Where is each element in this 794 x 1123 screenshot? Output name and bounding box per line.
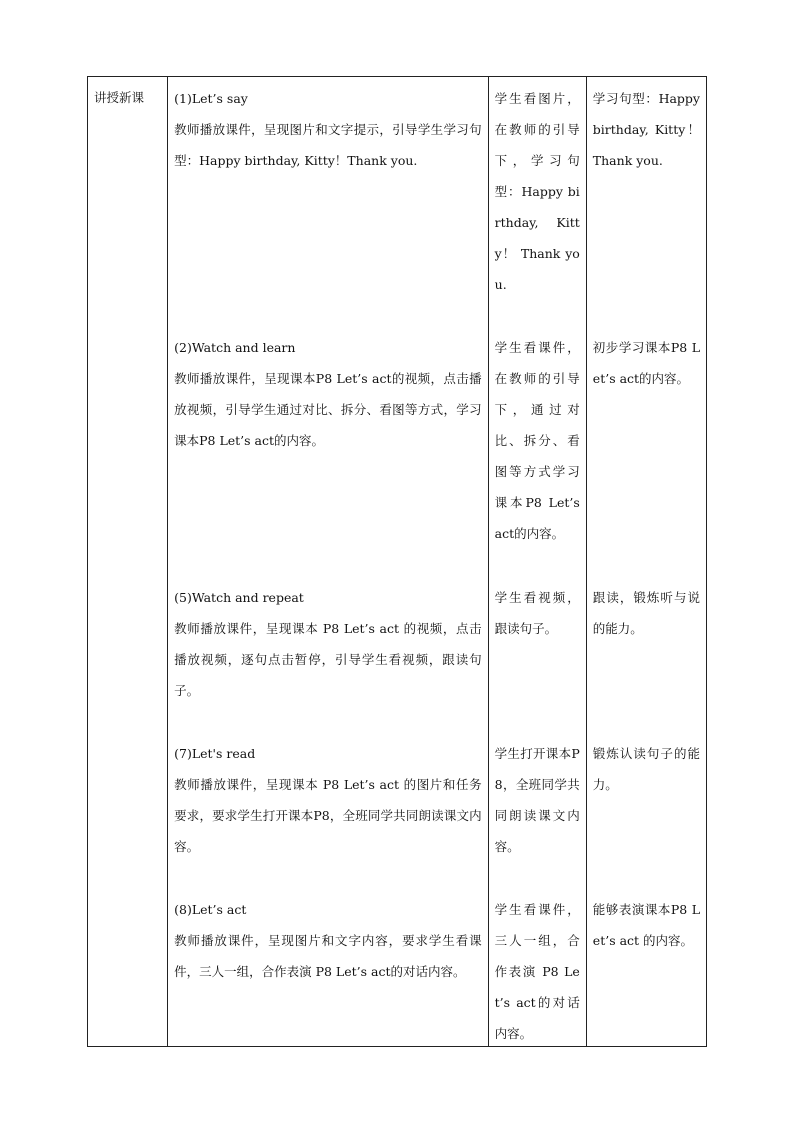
design-purpose-text: 锻炼认读句子的能力。 (592, 746, 700, 792)
section-label: 讲授新课 (94, 90, 145, 105)
student-activity-text: 学生看课件，在教师的引导下，通过对比、拆分、看图等方式学习课本P8 Let’s act的内容。 (494, 340, 580, 541)
purpose-block (593, 894, 700, 1046)
activity-block (174, 582, 482, 738)
student-activity-text: 学生看课件，三人一组，合作表演 P8 Let’s act的对话内容。 (494, 902, 580, 1041)
teacher-activity-text: 教师播放课件，呈现课本 P8 Let’s act 的视频，点击播放视频，逐句点击暂停，引导学生看视频，跟读句子。 (174, 621, 482, 698)
purpose-block (593, 332, 700, 582)
student-activity-text: 学生看图片，在教师的引导下，学习句型：Happy birthday, Kitty！ Thank you. (494, 91, 580, 292)
student-block (495, 894, 580, 1046)
design-purpose-text: 初步学习课本P8 Let’s act的内容。 (592, 340, 700, 386)
student-block (495, 83, 580, 332)
lesson-plan-table (87, 76, 707, 1047)
activity-block (174, 332, 482, 582)
teacher-activity-text: 教师播放课件，呈现图片和文字提示，引导学生学习句型：Happy birthday, Kitty！Thank you. (174, 122, 482, 168)
section-label-cell (88, 77, 168, 1047)
purpose-block (593, 582, 700, 738)
purpose-block (593, 738, 700, 894)
activity-title: (1)Let’s say (174, 91, 248, 106)
activity-title: (2)Watch and learn (174, 340, 296, 355)
teacher-activity-cell (168, 77, 489, 1047)
teacher-activity-text: 教师播放课件，呈现图片和文字内容，要求学生看课件，三人一组，合作表演 P8 Let’s act的对话内容。 (174, 933, 482, 979)
activity-block (174, 738, 482, 894)
activity-title: (5)Watch and repeat (174, 590, 304, 605)
purpose-block (593, 83, 700, 332)
design-purpose-text: 跟读，锻炼听与说的能力。 (592, 590, 700, 636)
design-purpose-text: 学习句型：Happy birthday, Kitty！Thank you. (592, 91, 700, 168)
activity-title: (7)Let's read (174, 746, 256, 761)
student-activity-text: 学生打开课本P8，全班同学共同朗读课文内容。 (494, 746, 580, 854)
student-activity-text: 学生看视频，跟读句子。 (494, 590, 580, 636)
student-activity-cell (488, 77, 586, 1047)
activity-block (174, 83, 482, 332)
student-block (495, 738, 580, 894)
student-block (495, 582, 580, 738)
student-block (495, 332, 580, 582)
teacher-activity-text: 教师播放课件，呈现课本 P8 Let’s act 的图片和任务要求，要求学生打开课本P8，全班同学共同朗读课文内容。 (174, 777, 482, 854)
teacher-activity-text: 教师播放课件，呈现课本P8 Let’s act的视频，点击播放视频，引导学生通过对比、拆分、看图等方式，学习课本P8 Let’s act的内容。 (174, 371, 482, 448)
purpose-cell (586, 77, 706, 1047)
activity-block (174, 894, 482, 1046)
design-purpose-text: 能够表演课本P8 Let’s act 的内容。 (592, 902, 700, 948)
table-row (88, 77, 707, 1047)
activity-title: (8)Let’s act (174, 902, 247, 917)
